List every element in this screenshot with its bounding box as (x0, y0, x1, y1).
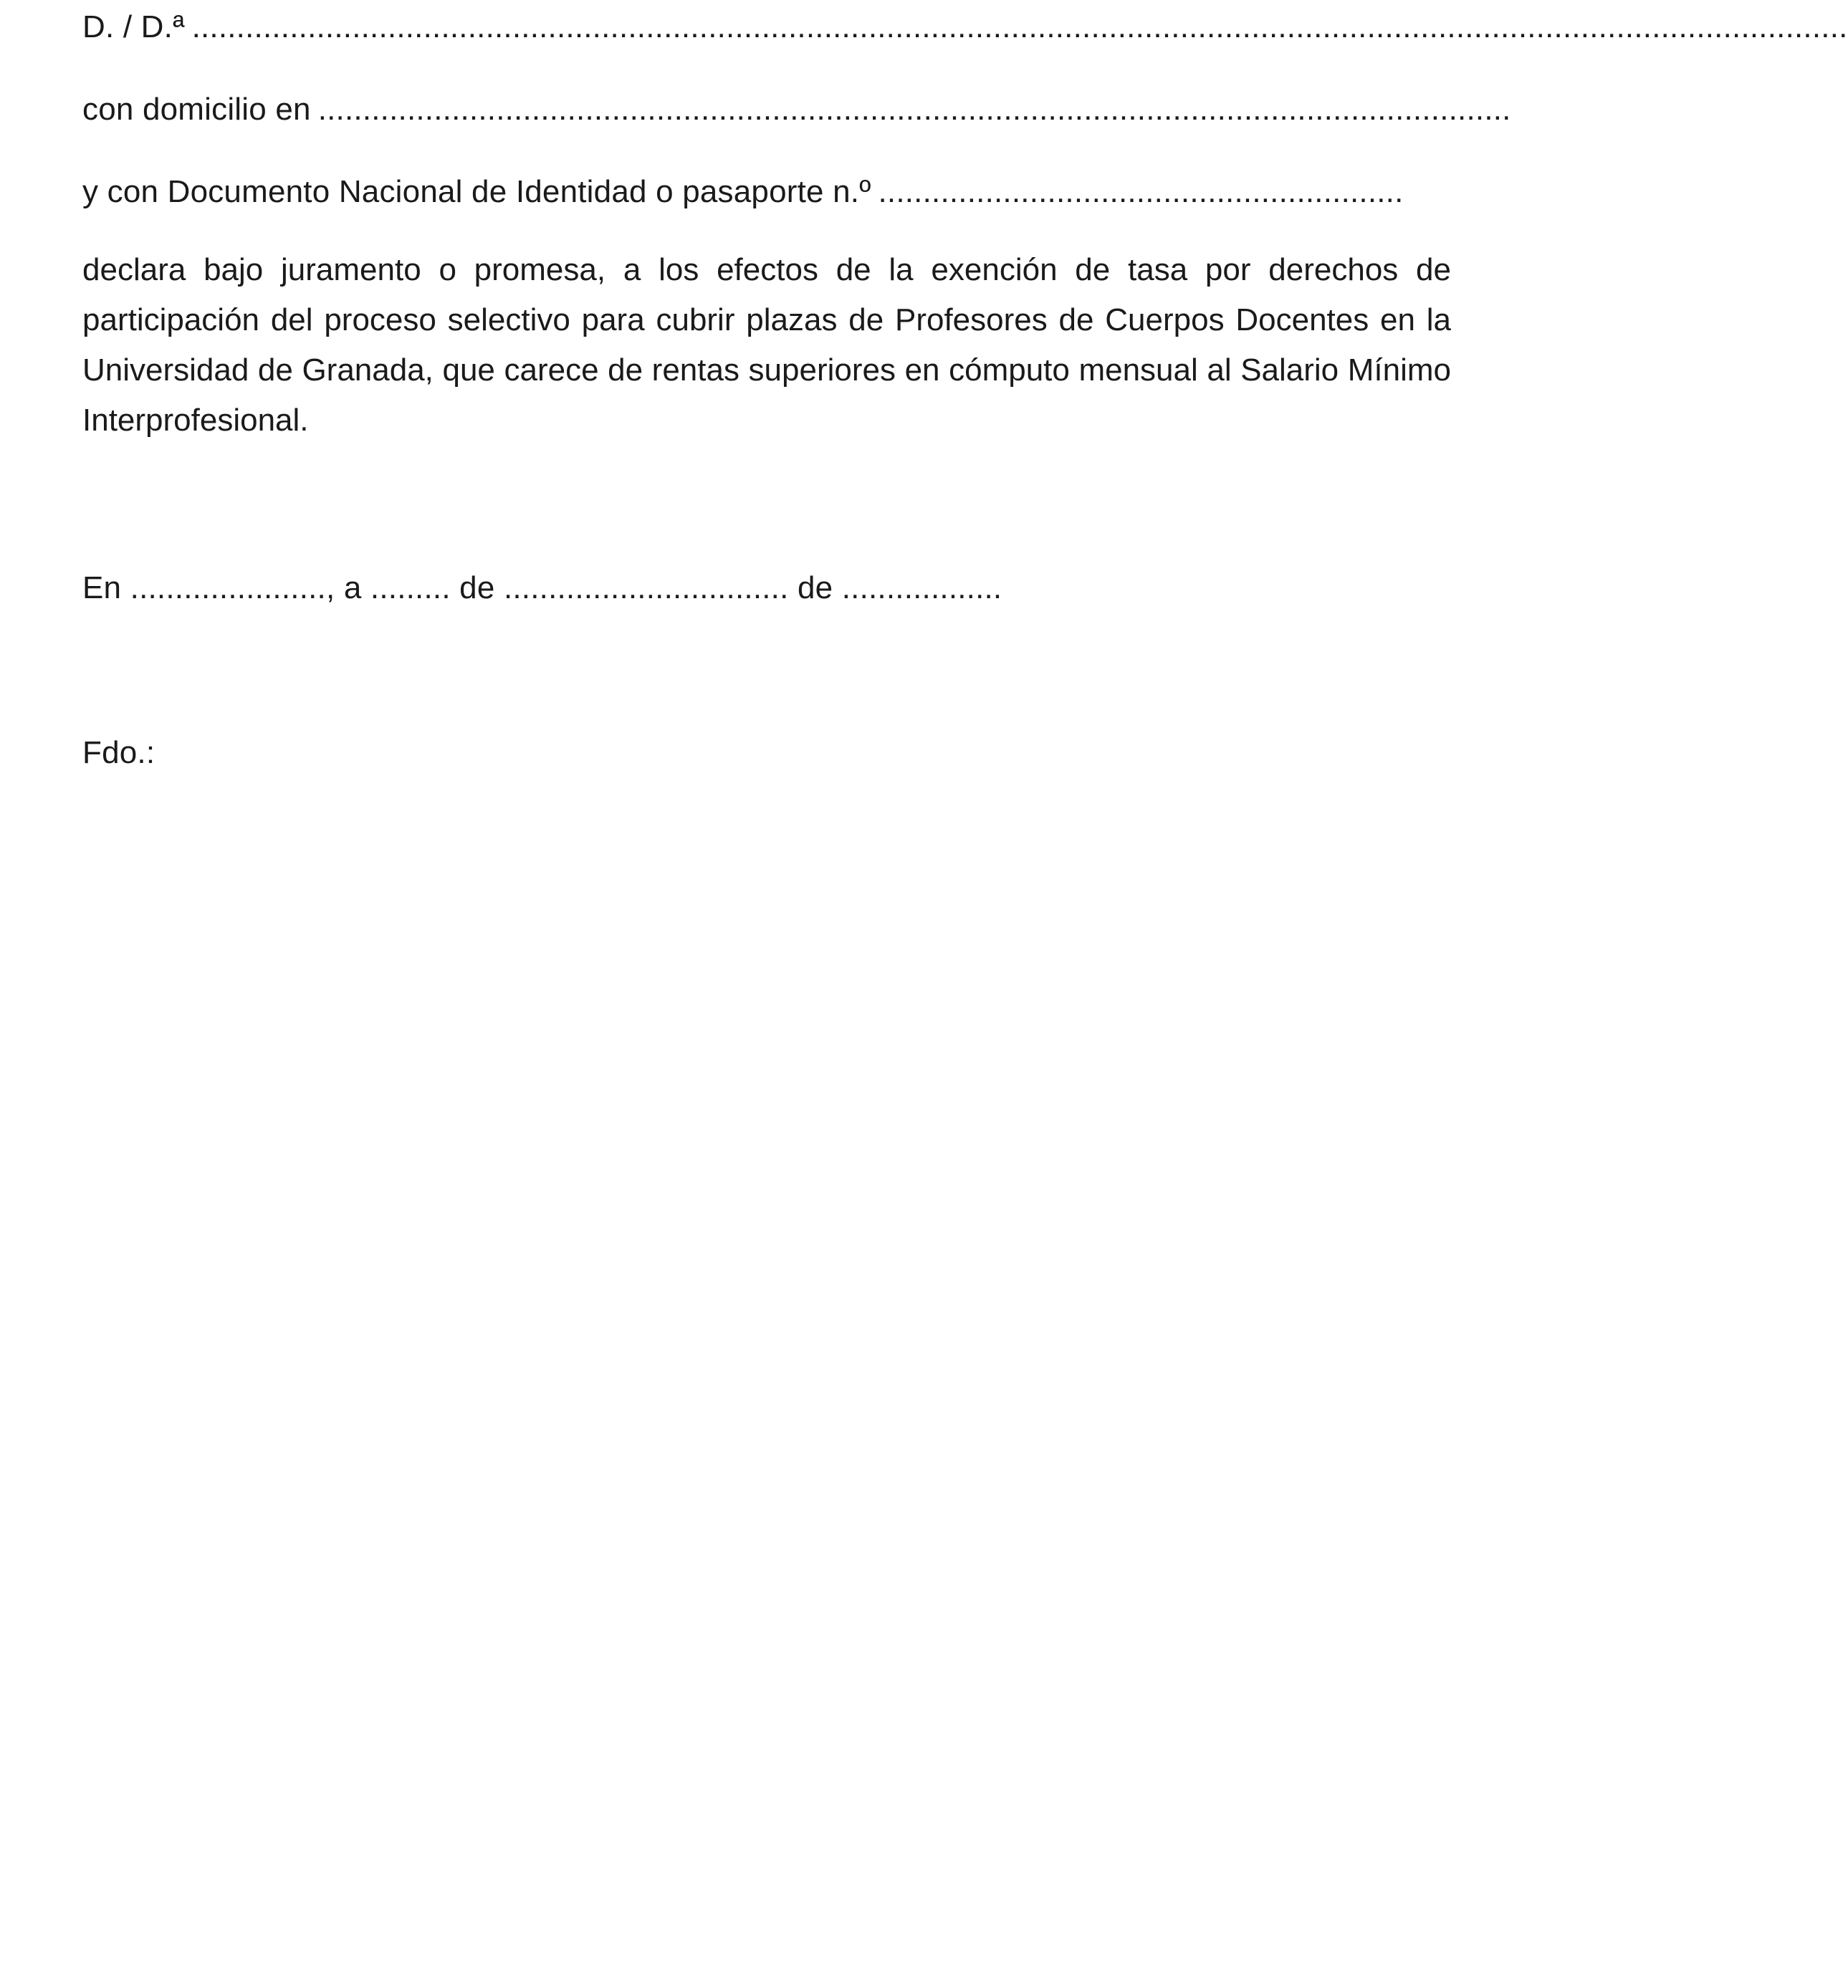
address-field: ...................................................................................................................................... (317, 92, 1511, 127)
id-field: ........................................................... (878, 174, 1404, 209)
name-label: D. / D.ª (82, 9, 185, 44)
address-field-line (82, 85, 1511, 135)
declaration-paragraph: declara bajo juramento o promesa, a los efectos de la exención de tasa por derechos de participación del proceso selectivo para cubrir plazas de Profesores de Cuerpos Docentes en la Universidad de Granada, que carece de rentas superiores en cómputo mensual al Salario Mínimo Interprofesional. (82, 252, 1451, 438)
address-label: con domicilio en (82, 92, 311, 127)
name-field-line (82, 2, 1848, 52)
signature-label: Fdo.: (82, 735, 155, 770)
date-line: En ......................, a ......... de ................................ de .................. (82, 570, 1002, 605)
id-label: y con Documento Nacional de Identidad o pasaporte n.º (82, 174, 871, 209)
id-field-line (82, 167, 1451, 217)
name-field: .......................................................................................................................................................................................... (191, 9, 1848, 44)
